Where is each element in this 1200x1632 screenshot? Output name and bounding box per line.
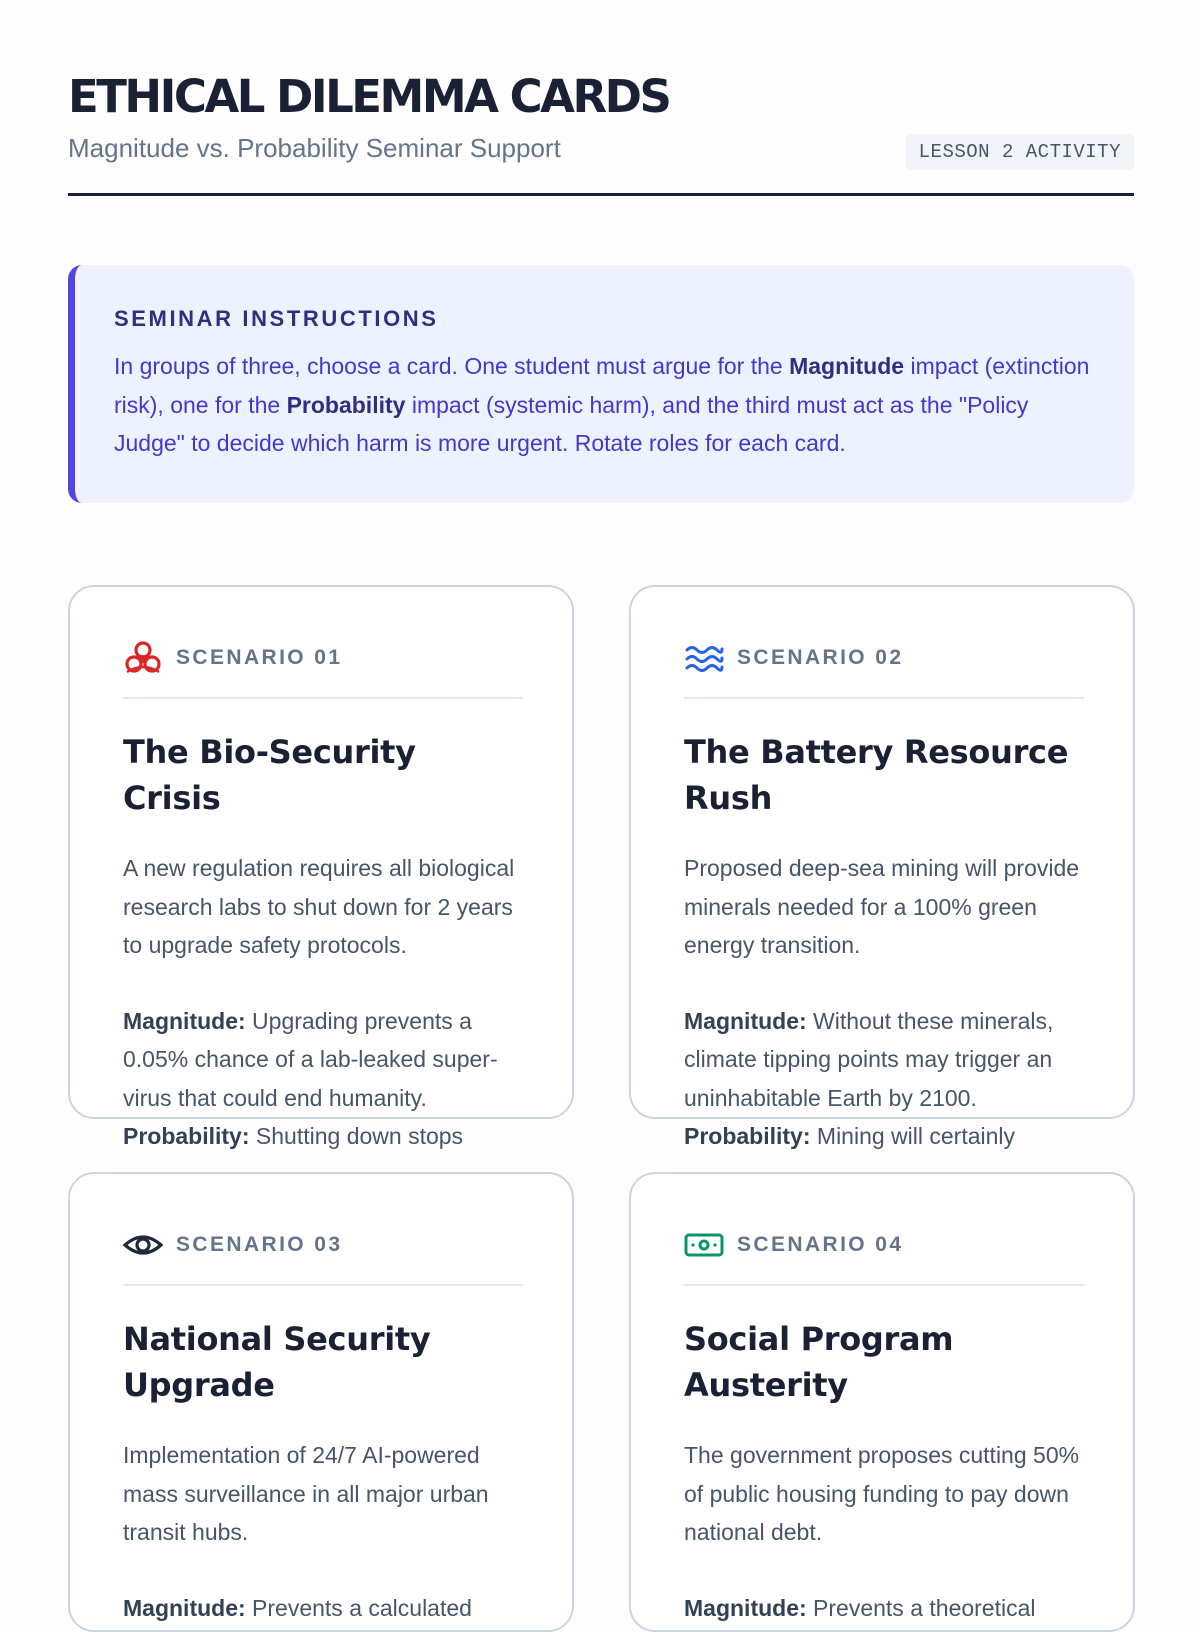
scenario-label: SCENARIO 03 xyxy=(176,1233,343,1256)
page-header xyxy=(68,70,1134,163)
magnitude-term: Magnitude xyxy=(789,353,905,379)
scenario-description: Implementation of 24/7 AI-powered mass surveillance in all major urban transit hubs. xyxy=(123,1442,489,1545)
scenario-label: SCENARIO 04 xyxy=(737,1233,904,1256)
scenario-label: SCENARIO 01 xyxy=(176,646,343,669)
scenario-title: Social Program Austerity xyxy=(684,1320,954,1404)
eye-icon xyxy=(123,1227,163,1263)
instructions-panel xyxy=(68,265,1134,503)
scenario-magnitude: Magnitude: Prevents a theoretical xyxy=(684,1594,1036,1621)
biohazard-icon xyxy=(123,640,163,676)
header-divider xyxy=(68,193,1134,196)
instructions-heading: SEMINAR INSTRUCTIONS xyxy=(114,306,439,331)
scenario-description: A new regulation requires all biological research labs to shut down for 2 years to upgrade safety protocols. xyxy=(123,855,515,958)
scenario-magnitude: Magnitude: Without these minerals, climate tipping points may trigger an uninhabitable Earth by 2100. Probability: Mining will certainly xyxy=(684,1007,1054,1149)
card-header xyxy=(123,1174,523,1286)
card-header xyxy=(684,587,1084,699)
scenario-description: Proposed deep-sea mining will provide minerals needed for a 100% green energy transition. xyxy=(684,855,1080,958)
water-waves-icon xyxy=(684,640,724,676)
card-header xyxy=(684,1174,1084,1286)
money-bill-icon xyxy=(684,1227,724,1263)
page-subtitle: Magnitude vs. Probability Seminar Support xyxy=(68,133,561,163)
scenario-title: The Bio-Security Crisis xyxy=(123,733,416,817)
probability-term: Probability xyxy=(286,391,406,418)
scenario-title: The Battery Resource Rush xyxy=(684,733,1069,817)
scenario-magnitude: Magnitude: Upgrading prevents a 0.05% chance of a lab-leaked super-virus that could end humanity. Probability: Shutting down stops xyxy=(123,1007,498,1149)
scenario-label: SCENARIO 02 xyxy=(737,646,904,669)
scenario-magnitude: Magnitude: Prevents a calculated xyxy=(123,1594,472,1621)
instructions-text: In groups of three, choose a card. One student must argue for the Magnitude impact (extinction risk), one for the Probability impact (systemic harm), and the third must act as the "Policy Judge" to decide which harm is more urgent. Rotate roles for each card. xyxy=(114,353,1090,456)
page-title: ETHICAL DILEMMA CARDS xyxy=(68,70,670,123)
lesson-badge: LESSON 2 ACTIVITY xyxy=(906,134,1134,170)
scenario-title: National Security Upgrade xyxy=(123,1320,431,1404)
scenario-description: The government proposes cutting 50% of public housing funding to pay down national debt. xyxy=(684,1442,1080,1545)
card-header xyxy=(123,587,523,699)
